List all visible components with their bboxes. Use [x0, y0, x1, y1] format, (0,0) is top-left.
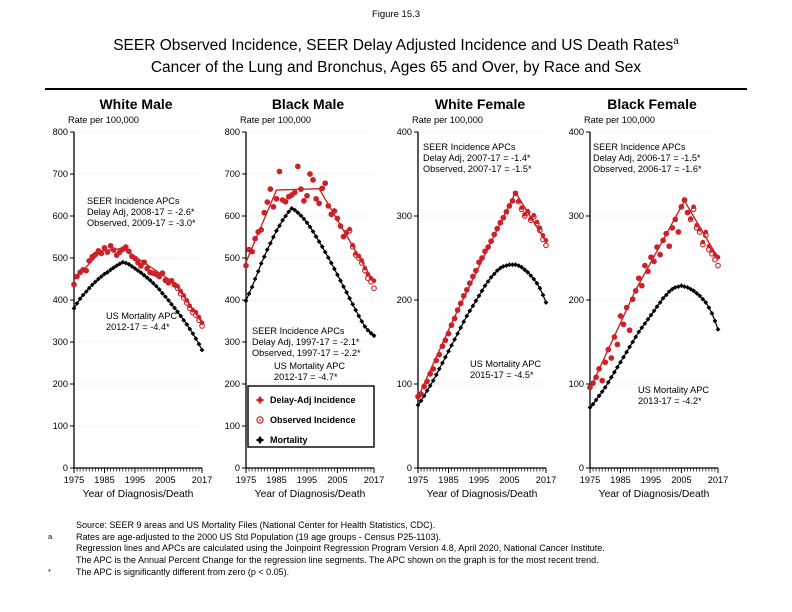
figure-title-line1: SEER Observed Incidence, SEER Delay Adjusted Incidence and US Death Rates	[113, 37, 674, 55]
svg-text:800: 800	[224, 127, 240, 138]
svg-text:200: 200	[568, 295, 584, 306]
svg-text:Rate per 100,000: Rate per 100,000	[240, 115, 312, 126]
footnote-text: Source: SEER 9 areas and US Mortality Files (National Center for Health Statistics, CDC).	[76, 520, 436, 531]
svg-text:2012-17 = -4.4*: 2012-17 = -4.4*	[106, 322, 170, 333]
svg-text:SEER Incidence APCs: SEER Incidence APCs	[423, 142, 516, 153]
svg-text:Year of Diagnosis/Death: Year of Diagnosis/Death	[426, 489, 538, 501]
footnote-marker: *	[48, 566, 51, 576]
svg-text:600: 600	[52, 211, 68, 222]
title-footnote-superscript: a	[673, 36, 679, 47]
svg-text:Year of Diagnosis/Death: Year of Diagnosis/Death	[598, 489, 710, 501]
panel-white-female	[386, 90, 558, 506]
chart-panels-row	[42, 90, 792, 506]
chart-white-female	[386, 112, 558, 506]
svg-text:200: 200	[224, 379, 240, 390]
svg-text:US Mortality APC: US Mortality APC	[106, 311, 177, 322]
panel-title: Black Female	[607, 96, 697, 113]
incidence-apc-annotation	[593, 142, 702, 174]
mortality-markers	[416, 262, 549, 407]
svg-text:1985: 1985	[94, 475, 115, 486]
svg-text:Mortality: Mortality	[270, 435, 308, 446]
svg-text:1985: 1985	[438, 475, 459, 486]
svg-text:2013-17 = -4.2*: 2013-17 = -4.2*	[638, 396, 702, 407]
footnote-significance	[46, 567, 752, 579]
svg-text:0: 0	[62, 463, 68, 474]
mortality-markers	[72, 260, 205, 353]
figure-title	[0, 31, 792, 79]
svg-text:Observed, 2006-17 = -1.6*: Observed, 2006-17 = -1.6*	[593, 164, 702, 175]
footnote-text: Rates are age-adjusted to the 2000 US Std Population (19 age groups - Census P25-1103).	[76, 531, 442, 542]
svg-text:700: 700	[224, 169, 240, 180]
svg-text:Rate per 100,000: Rate per 100,000	[68, 115, 140, 126]
svg-text:200: 200	[52, 379, 68, 390]
mortality-apc-annotation	[470, 359, 541, 380]
svg-text:100: 100	[52, 421, 68, 432]
svg-text:1995: 1995	[296, 475, 318, 486]
svg-text:1995: 1995	[640, 475, 662, 486]
panel-white-male	[42, 90, 214, 506]
svg-text:400: 400	[396, 127, 412, 138]
mortality-apc-annotation	[274, 361, 345, 382]
chart-svg	[386, 112, 558, 506]
svg-text:1975: 1975	[407, 475, 429, 486]
svg-text:US Mortality APC: US Mortality APC	[470, 359, 541, 370]
svg-text:200: 200	[396, 295, 412, 306]
svg-text:400: 400	[224, 295, 240, 306]
svg-text:Delay Adj, 1997-17 = -2.1*: Delay Adj, 1997-17 = -2.1*	[252, 337, 360, 348]
footnote-text: The APC is significantly different from zero (p < 0.05).	[76, 566, 290, 577]
delay-adj-incidence-markers	[244, 164, 377, 283]
footnote-marker: a	[48, 531, 53, 541]
mortality-apc-annotation	[638, 385, 709, 406]
svg-text:1975: 1975	[579, 475, 601, 486]
svg-text:2017: 2017	[191, 475, 213, 486]
svg-text:2017: 2017	[535, 475, 557, 486]
footnote-source	[46, 520, 752, 532]
svg-text:2005: 2005	[155, 475, 176, 486]
svg-text:400: 400	[568, 127, 584, 138]
svg-text:1985: 1985	[266, 475, 287, 486]
footnote-marker	[46, 519, 76, 531]
axes	[569, 127, 729, 500]
svg-text:500: 500	[52, 253, 68, 264]
svg-text:1995: 1995	[468, 475, 490, 486]
mortality-line	[74, 262, 202, 350]
svg-text:1985: 1985	[610, 475, 631, 486]
svg-text:Year of Diagnosis/Death: Year of Diagnosis/Death	[254, 489, 366, 501]
legend	[248, 386, 374, 447]
svg-text:2012-17 = -4.7*: 2012-17 = -4.7*	[274, 372, 338, 383]
panel-title: White Male	[99, 96, 173, 113]
svg-text:Delay Adj, 2008-17 = -2.6*: Delay Adj, 2008-17 = -2.6*	[87, 207, 195, 218]
svg-text:0: 0	[578, 463, 584, 474]
gridlines	[74, 132, 202, 426]
incidence-apc-annotation	[87, 196, 196, 228]
footnote-marker	[46, 554, 76, 566]
svg-text:100: 100	[396, 379, 412, 390]
chart-svg	[558, 112, 730, 506]
svg-text:2015-17 = -4.5*: 2015-17 = -4.5*	[470, 370, 534, 381]
svg-text:1975: 1975	[63, 475, 85, 486]
chart-black-male	[214, 112, 386, 506]
svg-text:500: 500	[224, 253, 240, 264]
svg-text:300: 300	[52, 337, 68, 348]
svg-text:0: 0	[406, 463, 412, 474]
svg-text:Delay-Adj Incidence: Delay-Adj Incidence	[270, 395, 356, 406]
svg-text:SEER Incidence APCs: SEER Incidence APCs	[252, 326, 345, 337]
svg-text:700: 700	[52, 169, 68, 180]
footnote-joinpoint	[46, 543, 752, 555]
figure-title-line2: Cancer of the Lung and Bronchus, Ages 65 and Over, by Race and Sex	[150, 59, 642, 77]
svg-text:2005: 2005	[671, 475, 692, 486]
svg-text:SEER Incidence APCs: SEER Incidence APCs	[87, 196, 180, 207]
observed-incidence-markers	[588, 198, 721, 390]
svg-text:0: 0	[234, 463, 240, 474]
svg-text:600: 600	[224, 211, 240, 222]
figure-number-label: Figure 15.3	[371, 9, 421, 20]
svg-text:1975: 1975	[235, 475, 257, 486]
svg-text:2005: 2005	[327, 475, 348, 486]
footnote-text: The APC is the Annual Percent Change for the regression line segments. The APC shown on the graph is for the most recent trend.	[76, 554, 599, 565]
svg-text:Observed Incidence: Observed Incidence	[270, 415, 356, 426]
svg-text:400: 400	[52, 295, 68, 306]
panel-title: White Female	[434, 96, 526, 113]
footnote-text: Regression lines and APCs are calculated using the Joinpoint Regression Program Version 4.8, April 2020, National Cancer Institute.	[76, 543, 605, 554]
chart-black-female	[558, 112, 730, 506]
svg-text:800: 800	[52, 127, 68, 138]
svg-text:2017: 2017	[707, 475, 729, 486]
observed-incidence-legend-icon	[257, 417, 263, 423]
panel-title: Black Male	[271, 96, 345, 113]
svg-text:Rate per 100,000: Rate per 100,000	[584, 115, 656, 126]
footnote-marker	[46, 542, 76, 554]
svg-text:100: 100	[224, 421, 240, 432]
incidence-apc-annotation	[423, 142, 532, 174]
svg-text:300: 300	[224, 337, 240, 348]
svg-text:Delay Adj, 2007-17 = -1.4*: Delay Adj, 2007-17 = -1.4*	[423, 153, 531, 164]
footnotes-block	[46, 520, 752, 578]
incidence-apc-annotation	[252, 326, 361, 358]
svg-text:Year of Diagnosis/Death: Year of Diagnosis/Death	[82, 489, 194, 501]
svg-text:1995: 1995	[124, 475, 146, 486]
svg-text:US Mortality APC: US Mortality APC	[638, 385, 709, 396]
svg-text:300: 300	[396, 211, 412, 222]
svg-text:2017: 2017	[363, 475, 385, 486]
svg-text:300: 300	[568, 211, 584, 222]
panel-black-male	[214, 90, 386, 506]
chart-svg	[214, 112, 386, 506]
chart-svg	[42, 112, 214, 506]
footnote-apc-definition	[46, 555, 752, 567]
mortality-markers	[244, 206, 377, 338]
svg-text:Observed, 1997-17 = -2.2*: Observed, 1997-17 = -2.2*	[252, 348, 361, 359]
footnote-a	[46, 532, 752, 544]
mortality-apc-annotation	[106, 311, 177, 332]
svg-text:Observed, 2007-17 = -1.5*: Observed, 2007-17 = -1.5*	[423, 164, 532, 175]
svg-text:Observed, 2009-17 = -3.0*: Observed, 2009-17 = -3.0*	[87, 218, 196, 229]
svg-text:SEER Incidence APCs: SEER Incidence APCs	[593, 142, 686, 153]
panel-black-female	[558, 90, 730, 506]
svg-text:Rate per 100,000: Rate per 100,000	[412, 115, 484, 126]
svg-text:100: 100	[568, 379, 584, 390]
chart-white-male	[42, 112, 214, 506]
svg-text:2005: 2005	[499, 475, 520, 486]
svg-text:Delay Adj, 2006-17 = -1.5*: Delay Adj, 2006-17 = -1.5*	[593, 153, 701, 164]
svg-text:US Mortality APC: US Mortality APC	[274, 361, 345, 372]
axes	[397, 127, 557, 500]
